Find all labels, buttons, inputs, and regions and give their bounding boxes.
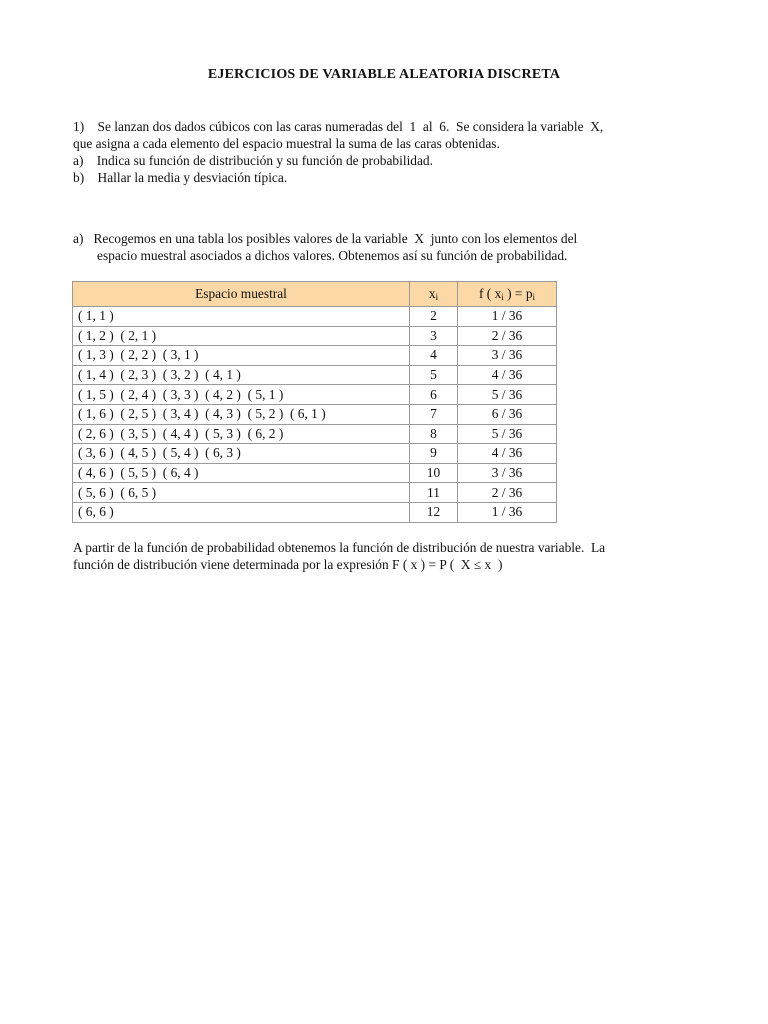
cell-x: 5 bbox=[410, 365, 458, 385]
table-row bbox=[73, 502, 557, 522]
header-f-part1: f ( x bbox=[478, 286, 502, 301]
cell-sample-space: ( 1, 6 ) ( 2, 5 ) ( 3, 4 ) ( 4, 3 ) ( 5, 2 ) ( 6, 1 ) bbox=[73, 404, 410, 424]
cell-x: 4 bbox=[410, 346, 458, 366]
header-x-base: x bbox=[428, 286, 436, 301]
exercise-line: 1) Se lanzan dos dados cúbicos con las caras numeradas del 1 al 6. Se considera la variable X, bbox=[73, 119, 604, 134]
document-title: EJERCICIOS DE VARIABLE ALEATORIA DISCRETA bbox=[207, 67, 561, 82]
cell-probability: 5 / 36 bbox=[458, 385, 557, 405]
answer-line: espacio muestral asociados a dichos valores. Obtenemos así su función de probabilidad. bbox=[97, 248, 568, 263]
cell-sample-space: ( 5, 6 ) ( 6, 5 ) bbox=[73, 483, 410, 503]
table-row bbox=[73, 444, 557, 464]
table-row bbox=[73, 365, 557, 385]
table-row bbox=[73, 385, 557, 405]
conclusion-paragraph bbox=[73, 539, 713, 573]
cell-x: 8 bbox=[410, 424, 458, 444]
cell-x: 2 bbox=[410, 307, 458, 327]
cell-probability: 6 / 36 bbox=[458, 404, 557, 424]
conclusion-line: A partir de la función de probabilidad obtenemos la función de distribución de nuestra variable. La bbox=[73, 540, 606, 555]
header-f-part2: ) = p bbox=[503, 286, 533, 301]
cell-sample-space: ( 4, 6 ) ( 5, 5 ) ( 6, 4 ) bbox=[73, 463, 410, 483]
cell-x: 9 bbox=[410, 444, 458, 464]
exercise-line: b) Hallar la media y desviación típica. bbox=[73, 170, 288, 185]
exercise-line: a) Indica su función de distribución y su función de probabilidad. bbox=[73, 153, 433, 168]
table-header-row bbox=[73, 282, 557, 307]
cell-probability: 5 / 36 bbox=[458, 424, 557, 444]
cell-x: 12 bbox=[410, 502, 458, 522]
cell-probability: 4 / 36 bbox=[458, 444, 557, 464]
exercise-statement bbox=[73, 118, 693, 186]
cell-sample-space: ( 1, 1 ) bbox=[73, 307, 410, 327]
cell-x: 3 bbox=[410, 326, 458, 346]
cell-probability: 3 / 36 bbox=[458, 346, 557, 366]
table-row bbox=[73, 346, 557, 366]
cell-probability: 1 / 36 bbox=[458, 307, 557, 327]
table-row bbox=[73, 307, 557, 327]
cell-x: 11 bbox=[410, 483, 458, 503]
table-row bbox=[73, 463, 557, 483]
table-row bbox=[73, 404, 557, 424]
header-x-sub: i bbox=[435, 292, 439, 302]
table-row bbox=[73, 424, 557, 444]
header-f-sub1: i bbox=[501, 292, 504, 302]
cell-probability: 4 / 36 bbox=[458, 365, 557, 385]
cell-sample-space: ( 3, 6 ) ( 4, 5 ) ( 5, 4 ) ( 6, 3 ) bbox=[73, 444, 410, 464]
cell-x: 10 bbox=[410, 463, 458, 483]
answer-a-intro bbox=[73, 230, 693, 264]
cell-sample-space: ( 1, 2 ) ( 2, 1 ) bbox=[73, 326, 410, 346]
cell-sample-space: ( 2, 6 ) ( 3, 5 ) ( 4, 4 ) ( 5, 3 ) ( 6, 2 ) bbox=[73, 424, 410, 444]
cell-probability: 2 / 36 bbox=[458, 326, 557, 346]
header-x bbox=[410, 282, 458, 307]
header-f-sub2: i bbox=[532, 292, 536, 302]
cell-probability: 1 / 36 bbox=[458, 502, 557, 522]
cell-sample-space: ( 1, 5 ) ( 2, 4 ) ( 3, 3 ) ( 4, 2 ) ( 5, 1 ) bbox=[73, 385, 410, 405]
cell-sample-space: ( 6, 6 ) bbox=[73, 502, 410, 522]
probability-table bbox=[72, 281, 557, 523]
cell-sample-space: ( 1, 4 ) ( 2, 3 ) ( 3, 2 ) ( 4, 1 ) bbox=[73, 365, 410, 385]
cell-probability: 3 / 36 bbox=[458, 463, 557, 483]
cell-sample-space: ( 1, 3 ) ( 2, 2 ) ( 3, 1 ) bbox=[73, 346, 410, 366]
answer-line: a) Recogemos en una tabla los posibles valores de la variable X junto con los elementos del bbox=[73, 231, 578, 246]
cell-x: 7 bbox=[410, 404, 458, 424]
exercise-line: que asigna a cada elemento del espacio muestral la suma de las caras obtenidas. bbox=[73, 136, 500, 151]
table-row bbox=[73, 483, 557, 503]
header-sample-space: Espacio muestral bbox=[73, 282, 410, 307]
table-row bbox=[73, 326, 557, 346]
cell-probability: 2 / 36 bbox=[458, 483, 557, 503]
header-probability bbox=[458, 282, 557, 307]
cell-x: 6 bbox=[410, 385, 458, 405]
conclusion-line: función de distribución viene determinada por la expresión F ( x ) = P ( X ≤ x ) bbox=[73, 557, 503, 572]
